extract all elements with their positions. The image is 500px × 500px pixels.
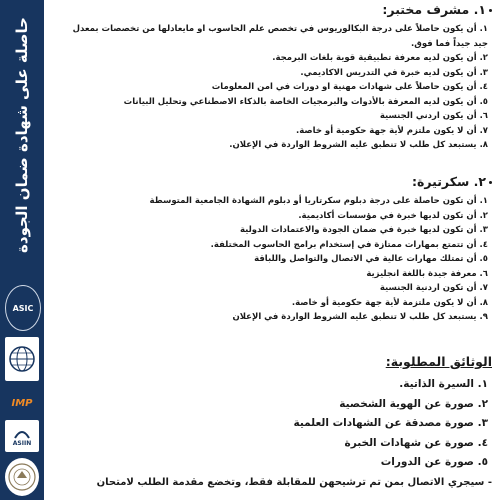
requirement-item: ٨. يستبعد كل طلب لا تنطبق عليه الشروط الواردة في الإعلان. xyxy=(229,140,488,150)
bullet-dot-icon xyxy=(489,9,492,12)
requirement-item: ٢. أن تكون لديها خبرة في مؤسسات أكاديمية. xyxy=(298,210,488,221)
requirement-item: ٣. أن يكون لديه خبرة في التدريس الاكاديمي. xyxy=(300,67,488,78)
requirement-item: ٦. أن يكون اردني الجنسية xyxy=(379,111,488,121)
requirement-item: ٤. أن يكون حاصلاً على شهادات مهنية او دورات في امن المعلومات xyxy=(211,82,488,92)
document-item: ٥. صورة عن الدورات xyxy=(380,456,488,468)
document-item: ٣. صورة مصدقة عن الشهادات العلمية xyxy=(293,417,488,429)
document-item: ١. السيرة الذاتية. xyxy=(399,378,488,390)
requirement-item: ٥. أن يكون لديه المعرفة بالأدوات والبرمجيات الخاصة بالذكاء الاصطناعي وتحليل البيانات xyxy=(123,96,488,107)
secretary-requirements xyxy=(48,194,488,325)
document-item: ٤. صورة عن شهادات الخبرة xyxy=(344,436,488,449)
asic-logo xyxy=(5,285,41,331)
requirement-item: ٤. أن تتمتع بمهارات ممتازة في إستخدام برامج الحاسوب المختلفة. xyxy=(210,239,488,250)
requirement-item: ٣. أن تكون لديها خبرة في ضمان الجودة والاعتمادات الدولية xyxy=(239,225,488,235)
asiin-logo-text: ASIIN xyxy=(12,439,32,447)
section-title-secretary: ٢. سكرتيرة: xyxy=(412,174,492,190)
footer-line: - سيجري الاتصال بمن تم ترشيحهن للمقابلة فقط، وتخضع مقدمة الطلب لامتحان xyxy=(96,477,492,488)
quality-assurance-banner xyxy=(4,4,40,266)
requirement-item: ٢. أن يكون لديه معرفة تطبيقية قوية بلغات البرمجة. xyxy=(272,53,488,63)
asiin-emblem-icon xyxy=(13,426,31,440)
globe-icon xyxy=(7,344,37,374)
asic-logo-text: ASIC xyxy=(12,303,34,313)
section-title-required-documents: الوثائق المطلوبة: xyxy=(385,354,492,369)
bullet-dot-icon xyxy=(489,181,492,184)
sidebar-banner xyxy=(0,0,44,500)
imp-logo-text: IMP xyxy=(11,397,33,409)
requirement-item: ٧. أن لا يكون ملتزم لأية جهة حكومية أو خاصة. xyxy=(296,125,488,136)
imp-logo xyxy=(5,392,39,414)
requirement-item: ٧. أن تكون اردنية الجنسية xyxy=(379,283,488,293)
requirement-item: ٦. معرفة جيدة باللغة انجليزية xyxy=(366,268,488,279)
required-documents-list xyxy=(48,375,488,473)
footer-note xyxy=(47,476,492,490)
quality-assurance-text: حاصلة على شهادة ضمان الجودة xyxy=(13,17,31,253)
seal-logo xyxy=(5,458,39,496)
requirement-item: ٩. يستبعد كل طلب لا تنطبق عليه الشروط الواردة في الإعلان xyxy=(232,312,488,322)
requirement-item: ١. أن يكون حاصلاً على درجة البكالوريوس في تخصص علم الحاسوب او مايعادلها من تخصصات بمعدل xyxy=(72,24,488,34)
requirement-item: ٨. أن لا يكون ملتزمة لأية جهة حكومية أو خاصة. xyxy=(291,297,488,308)
requirement-item: ١. أن تكون حاصلة على درجة دبلوم سكرتاريا أو دبلوم الشهادة الجامعية المتوسطة xyxy=(149,196,488,206)
requirement-item: ٥. أن تمتلك مهارات عالية في الاتصال والتواصل واللباقة xyxy=(254,254,488,264)
section-title-lab-supervisor: ١. مشرف مختبر: xyxy=(382,2,492,18)
announcement-body xyxy=(46,0,496,500)
lab-supervisor-requirements xyxy=(48,22,488,153)
seal-icon xyxy=(7,462,37,492)
asiin-logo xyxy=(5,420,39,452)
globe-accreditation-logo xyxy=(5,337,39,381)
document-item: ٢. صورة عن الهوية الشخصية xyxy=(339,397,488,410)
requirement-item: جيد جيداً فما فوق. xyxy=(411,38,488,49)
